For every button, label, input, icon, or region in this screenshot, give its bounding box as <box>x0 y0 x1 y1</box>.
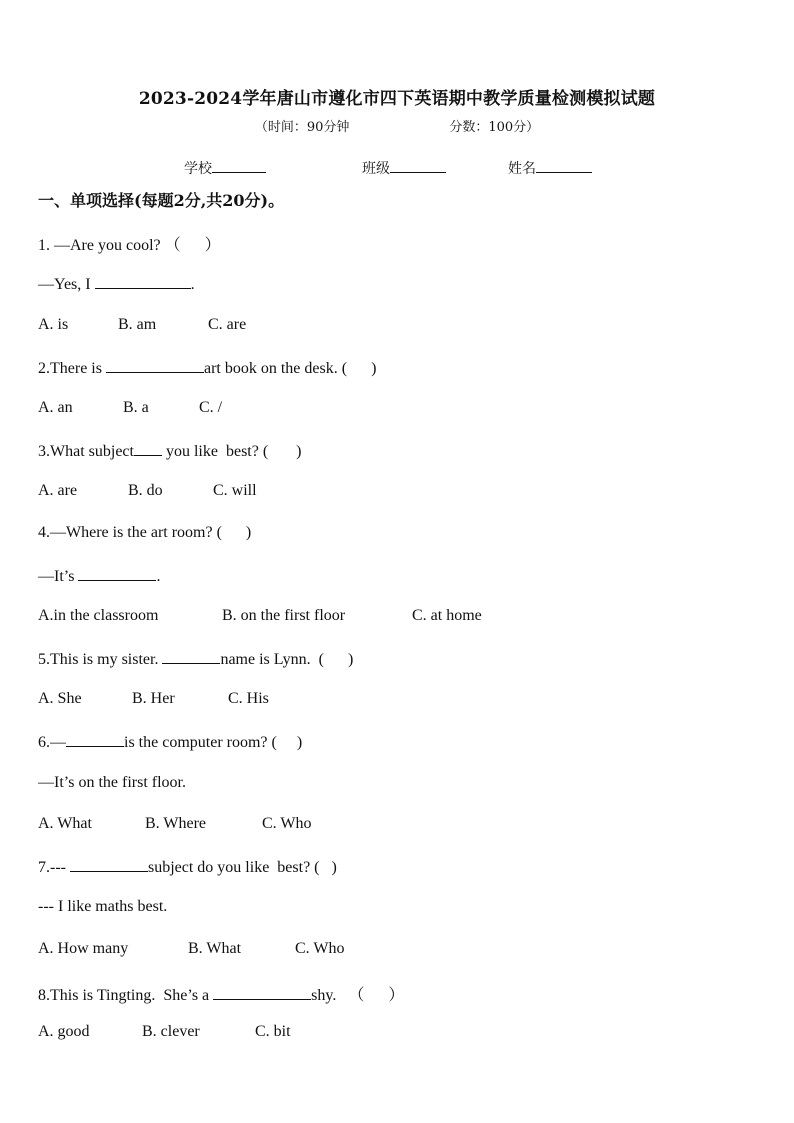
question-8-blank[interactable] <box>213 985 311 1000</box>
question-2-option-a[interactable]: A. an <box>38 399 73 416</box>
question-7-option-a[interactable]: A. How many <box>38 940 129 957</box>
question-5-options <box>38 690 269 708</box>
question-6-answer-line: —It’s on the first floor. <box>38 774 186 791</box>
section-title: 一、单项选择(每题2分,共20分)。 <box>38 191 285 210</box>
question-4-option-c[interactable]: C. at home <box>412 607 482 624</box>
question-6-options <box>38 815 311 833</box>
question-2-stem: 2.There is art book on the desk. ( ) <box>38 360 377 377</box>
question-4-options <box>38 607 482 625</box>
question-2-options <box>38 399 222 417</box>
student-info <box>184 158 592 178</box>
question-5-blank[interactable] <box>162 649 220 664</box>
question-2-blank[interactable] <box>106 358 204 373</box>
question-6-option-a[interactable]: A. What <box>38 815 92 832</box>
question-1-blank[interactable] <box>95 274 191 289</box>
question-7-blank[interactable] <box>70 857 148 872</box>
score-label: 分数：100分） <box>449 120 540 135</box>
question-7-answer-line: --- I like maths best. <box>38 898 168 915</box>
question-1-options <box>38 316 246 334</box>
question-1-option-a[interactable]: A. is <box>38 316 69 333</box>
question-4-stem: 4.—Where is the art room? ( ) <box>38 524 252 541</box>
class-blank[interactable] <box>390 158 446 173</box>
question-2-option-b[interactable]: B. a <box>123 399 149 416</box>
school-blank[interactable] <box>212 158 266 173</box>
question-6-blank[interactable] <box>66 732 124 747</box>
name-blank[interactable] <box>536 158 592 173</box>
school-label: 学校 <box>184 161 212 177</box>
question-3-option-a[interactable]: A. are <box>38 482 78 499</box>
question-8-stem: 8.This is Tingting. She’s a shy. （ ） <box>38 987 405 1004</box>
question-1-option-b[interactable]: B. am <box>118 316 157 333</box>
question-7-option-b[interactable]: B. What <box>188 940 242 957</box>
class-label: 班级 <box>362 161 390 177</box>
question-1-option-c[interactable]: C. are <box>208 316 247 333</box>
question-5-option-b[interactable]: B. Her <box>132 690 175 707</box>
page-title: 2023-2024学年唐山市遵化市四下英语期中教学质量检测模拟试题 <box>138 89 656 109</box>
question-4-blank[interactable] <box>78 566 156 581</box>
question-3-options <box>38 482 257 500</box>
question-8-option-a[interactable]: A. good <box>38 1023 90 1040</box>
question-3-option-b[interactable]: B. do <box>128 482 163 499</box>
question-6-option-b[interactable]: B. Where <box>145 815 207 832</box>
question-3-option-c[interactable]: C. will <box>213 482 257 499</box>
name-label: 姓名 <box>508 161 536 177</box>
question-6-option-c[interactable]: C. Who <box>262 815 312 832</box>
question-5-option-a[interactable]: A. She <box>38 690 82 707</box>
question-4-option-b[interactable]: B. on the first floor <box>222 607 346 624</box>
question-5-stem: 5.This is my sister. name is Lynn. ( ) <box>38 651 354 668</box>
time-label: （时间：90分钟 <box>254 120 350 135</box>
question-2-option-c[interactable]: C. / <box>199 399 223 416</box>
question-5-option-c[interactable]: C. His <box>228 690 269 707</box>
question-7-options <box>38 940 344 958</box>
question-3-blank[interactable] <box>134 441 162 456</box>
question-8-option-b[interactable]: B. clever <box>142 1023 200 1040</box>
question-7-option-c[interactable]: C. Who <box>295 940 345 957</box>
question-6-stem: 6.— is the computer room? ( ) <box>38 734 303 751</box>
question-1-stem: 1. —Are you cool? （ ） <box>38 237 221 254</box>
question-4-answer-line: —It’s . <box>38 568 161 585</box>
question-1-answer-line: —Yes, I . <box>38 276 195 293</box>
question-7-stem: 7.--- subject do you like best? ( ) <box>38 859 337 876</box>
question-8-option-c[interactable]: C. bit <box>255 1023 291 1040</box>
question-3-stem: 3.What subject you like best? ( ) <box>38 443 302 460</box>
question-4-option-a[interactable]: A.in the classroom <box>38 607 159 624</box>
exam-subtitle <box>0 116 794 135</box>
question-8-options <box>38 1023 291 1041</box>
